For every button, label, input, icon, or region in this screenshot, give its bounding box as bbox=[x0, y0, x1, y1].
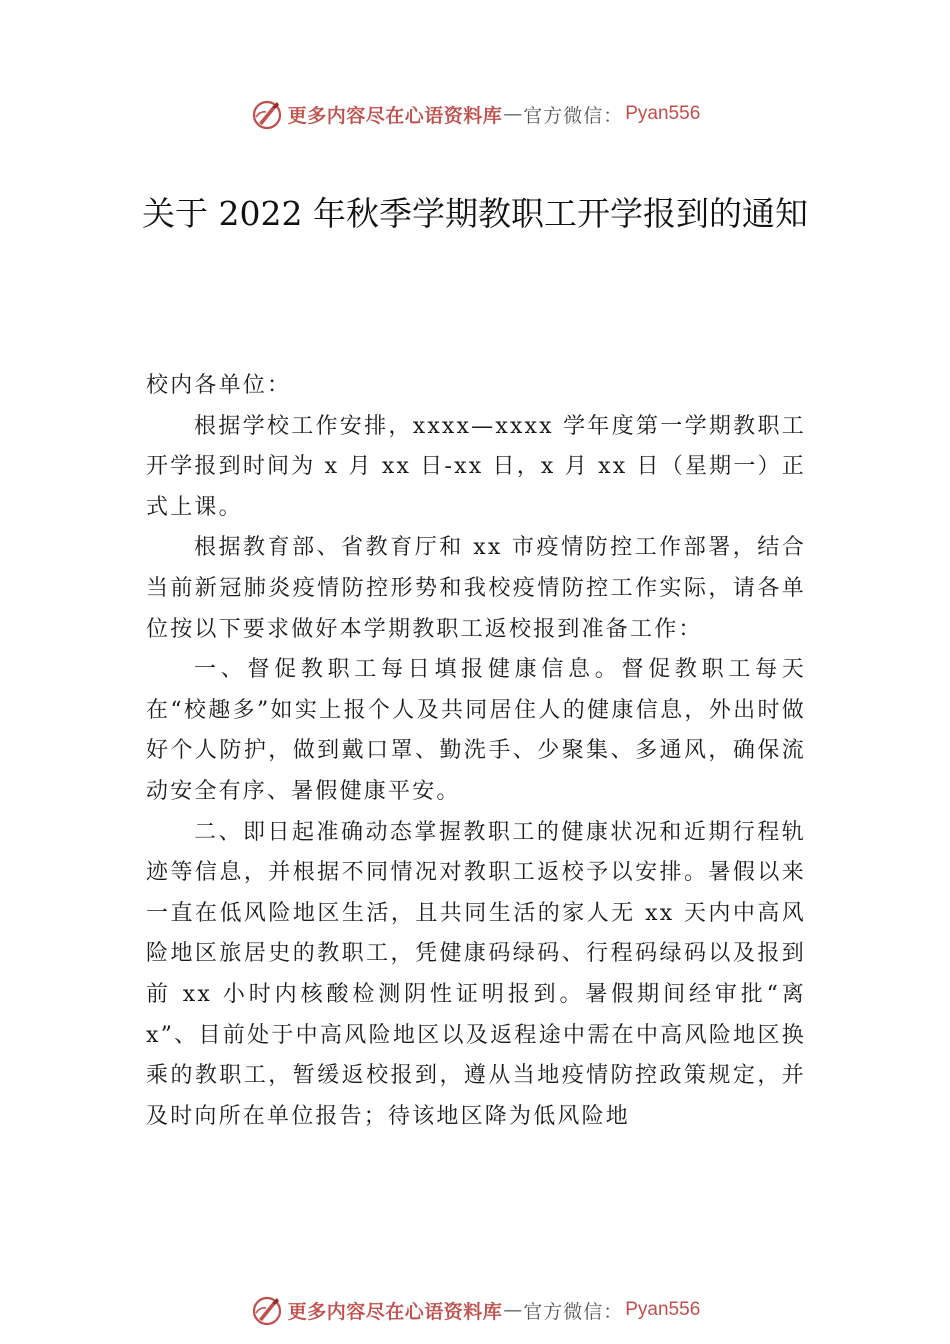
watermark-main-text: 更多内容尽在心语资料库 bbox=[287, 104, 503, 127]
paragraph-4: 二、即日起准确动态掌握教职工的健康状况和近期行程轨迹等信息，并根据不同情况对教职工返校予以安排。暑假以来一直在低风险地区生活，且共同生活的家人无 xx 天内中高风险地区旅居史的教职工，凭健康码绿码、行程码绿码以及报到前 xx 小时内核酸检测阴性证明报到。暑假期间经审批“离 x”、目前处于中高风险地区以及返程途中需在中高风险地区换乘的教职工，暂缓返校报到，遵从当地疫情防控政策规定，并及时向所在单位报告；待该地区降为低风险地 bbox=[146, 819, 806, 1129]
salutation: 校内各单位： bbox=[146, 373, 292, 398]
pen-seal-logo-icon bbox=[250, 1293, 284, 1327]
watermark-dash: — bbox=[503, 1299, 523, 1321]
watermark-banner-top bbox=[0, 94, 950, 134]
watermark-wechat-id: Pyan556 bbox=[625, 1299, 701, 1320]
watermark-label: 官方微信： bbox=[523, 104, 624, 127]
paragraph-2: 根据教育部、省教育厅和 xx 市疫情防控工作部署，结合当前新冠肺炎疫情防控形势和我校疫情防控工作实际，请各单位按以下要求做好本学期教职工返校报到准备工作： bbox=[146, 535, 806, 642]
watermark-wechat-id: Pyan556 bbox=[625, 103, 701, 124]
watermark-label: 官方微信： bbox=[523, 1300, 624, 1323]
document-body bbox=[146, 366, 806, 1137]
watermark-dash: — bbox=[503, 103, 523, 125]
paragraph-1: 根据学校工作安排，xxxx—xxxx 学年度第一学期教职工开学报到时间为 x 月 xx 日-xx 日，x 月 xx 日（星期一）正式上课。 bbox=[146, 413, 806, 520]
document-title: 关于 2022 年秋季学期教职工开学报到的通知 bbox=[142, 194, 808, 233]
watermark-main-text: 更多内容尽在心语资料库 bbox=[287, 1300, 503, 1323]
paragraph-3: 一、督促教职工每日填报健康信息。督促教职工每天在“校趣多”如实上报个人及共同居住人的健康信息，外出时做好个人防护，做到戴口罩、勤洗手、少聚集、多通风，确保流动安全有序、暑假健康平安。 bbox=[146, 657, 806, 804]
watermark-banner-bottom bbox=[0, 1290, 950, 1330]
pen-seal-logo-icon bbox=[250, 97, 284, 131]
